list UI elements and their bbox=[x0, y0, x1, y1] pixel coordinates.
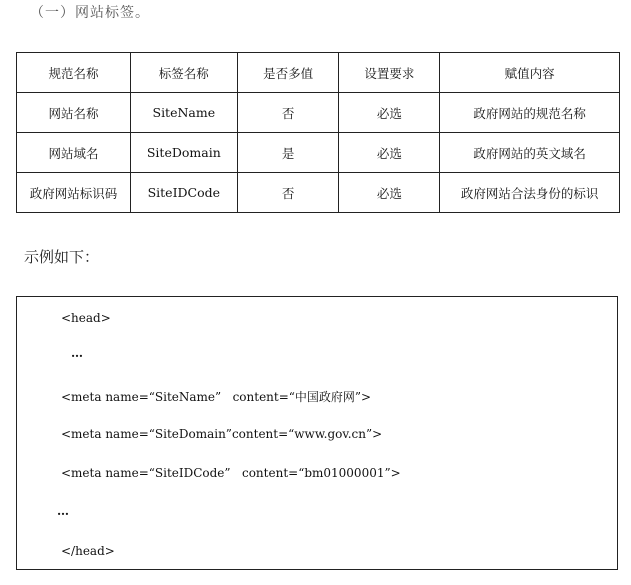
table-cell: 政府网站合法身份的标识 bbox=[440, 173, 620, 213]
table-cell: 是 bbox=[237, 133, 339, 173]
section-title: （一）网站标签。 bbox=[30, 5, 150, 21]
table-cell: SiteName bbox=[130, 93, 237, 133]
table-cell: 必选 bbox=[339, 93, 440, 133]
table-row bbox=[17, 93, 620, 133]
column-header: 是否多值 bbox=[237, 53, 339, 93]
code-line: <meta name=“SiteDomain”content=“www.gov.cn”> bbox=[61, 427, 383, 441]
column-header: 规范名称 bbox=[17, 53, 131, 93]
site-tag-spec-table bbox=[16, 52, 620, 213]
code-line: </head> bbox=[61, 544, 115, 558]
code-example-box bbox=[16, 296, 618, 570]
table-cell: 政府网站标识码 bbox=[17, 173, 131, 213]
code-line: <meta name=“SiteName” content=“中国政府网”> bbox=[61, 390, 372, 404]
table-cell: SiteIDCode bbox=[130, 173, 237, 213]
column-header: 赋值内容 bbox=[440, 53, 620, 93]
example-title: 示例如下： bbox=[24, 248, 100, 266]
table-cell: 否 bbox=[237, 93, 339, 133]
table-cell: 网站名称 bbox=[17, 93, 131, 133]
table-cell: 否 bbox=[237, 173, 339, 213]
table-row bbox=[17, 173, 620, 213]
table-row bbox=[17, 133, 620, 173]
table-header-row bbox=[17, 53, 620, 93]
code-line: … bbox=[71, 346, 83, 360]
code-line: <meta name=“SiteIDCode” content=“bm01000001”> bbox=[61, 466, 401, 480]
column-header: 标签名称 bbox=[130, 53, 237, 93]
table-cell: SiteDomain bbox=[130, 133, 237, 173]
code-line: … bbox=[57, 504, 69, 518]
table-cell: 网站域名 bbox=[17, 133, 131, 173]
column-header: 设置要求 bbox=[339, 53, 440, 93]
table-cell: 必选 bbox=[339, 133, 440, 173]
table-cell: 必选 bbox=[339, 173, 440, 213]
table-cell: 政府网站的英文域名 bbox=[440, 133, 620, 173]
code-line: <head> bbox=[61, 311, 111, 325]
table-cell: 政府网站的规范名称 bbox=[440, 93, 620, 133]
